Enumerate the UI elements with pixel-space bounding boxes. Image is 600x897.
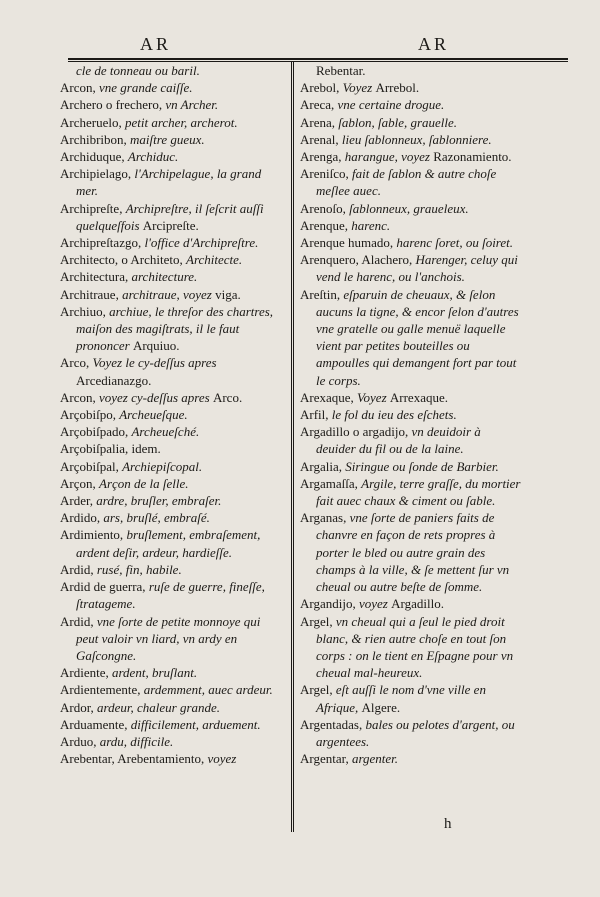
entry-headword: Arduamente, xyxy=(60,716,131,732)
dictionary-entry xyxy=(300,750,522,767)
entry-definition: bruſlement, embraſement, ardent deſir, ardeur, hardieſſe. xyxy=(76,527,261,560)
entry-headword: Argel, xyxy=(300,682,336,698)
entry-definition: Siringue ou ſonde de Barbier. xyxy=(345,458,499,474)
dictionary-entry xyxy=(60,526,282,560)
dictionary-entry xyxy=(60,613,282,665)
dictionary-entry xyxy=(300,62,522,79)
entry-headword: Argadillo o argadijo, xyxy=(300,424,412,440)
dictionary-entry xyxy=(300,389,522,406)
entry-definition: ſablonneux, graueleux. xyxy=(349,200,469,216)
entry-definition: voyez xyxy=(207,751,237,767)
entry-headword: Ardimiento, xyxy=(60,527,127,543)
dictionary-entry xyxy=(60,423,282,440)
entry-gloss: idem. xyxy=(131,441,161,457)
entry-headword: Archipreſtazgo, xyxy=(60,235,145,251)
entry-gloss: Arquiuo. xyxy=(132,338,180,354)
entry-gloss: Arco. xyxy=(212,389,243,405)
dictionary-entry xyxy=(60,234,282,251)
entry-definition: l'office d'Archipreſtre. xyxy=(144,235,259,251)
entry-headword: Arco, xyxy=(60,355,93,371)
entry-definition: Voyez xyxy=(342,80,376,96)
dictionary-entry xyxy=(60,251,282,268)
entry-gloss: Argadillo. xyxy=(391,596,444,612)
entry-gloss: Algere. xyxy=(361,699,401,715)
entry-headword: Arenque, xyxy=(300,217,352,233)
dictionary-entry xyxy=(60,303,282,355)
entry-headword: Ardientemente, xyxy=(60,682,144,698)
signature-mark: h xyxy=(444,816,452,832)
header-rule xyxy=(68,58,568,60)
dictionary-entry xyxy=(300,286,522,389)
dictionary-entry xyxy=(300,234,522,251)
entry-definition: ruſe de guerre, fineſſe, ſtratageme. xyxy=(76,579,265,612)
entry-definition: Voyez le cy-deſſus apres xyxy=(92,355,217,371)
dictionary-entry xyxy=(60,354,282,388)
entry-gloss: Razonamiento. xyxy=(433,149,512,165)
dictionary-entry xyxy=(60,509,282,526)
entry-headword: Arçobiſpado, xyxy=(60,424,132,440)
entry-headword: Arenal, xyxy=(300,131,342,147)
entry-definition: vne ſorte de paniers faits de chanvre en façon de rets propres à porter le bled ou autre grain des champs à la ville, & ſe mettent ſur vn cheual ou autre beſte de ſomme. xyxy=(316,510,510,595)
entry-definition: voyez xyxy=(358,596,392,612)
entry-definition: Archipreſtre, il ſeſcrit auſſi quelqueſfois xyxy=(76,200,264,233)
entry-headword: Arçobiſpo, xyxy=(60,407,120,423)
entry-definition: vne ſorte de petite monnoye qui peut valoir vn liard, vn ardy en Gaſcongne. xyxy=(76,613,261,663)
entry-definition: archiue, le threſor des chartres, maiſon des magiſtrats, il le faut prononcer xyxy=(76,303,274,354)
running-head-left: AR xyxy=(140,34,172,54)
entry-headword: Architectura, xyxy=(60,269,132,285)
entry-headword: Archibribon, xyxy=(60,131,131,147)
running-head-right: AR xyxy=(418,34,450,54)
entry-headword: Arfil, xyxy=(300,407,332,423)
entry-definition: rusé, fin, habile. xyxy=(96,561,182,577)
dictionary-entry xyxy=(300,475,522,509)
entry-definition: fait de ſablon & autre choſe meſlee auec. xyxy=(316,166,497,199)
entry-headword: Ardor, xyxy=(60,699,98,715)
dictionary-entry xyxy=(300,79,522,96)
entry-headword: Arenoſo, xyxy=(300,200,350,216)
entry-definition: lieu ſablonneux, ſablonniere. xyxy=(341,131,492,147)
entry-headword: Archero o frechero, xyxy=(60,97,166,113)
entry-headword: Arenquero, Alachero, xyxy=(300,252,416,268)
entry-gloss: Rebentar. xyxy=(316,63,366,78)
entry-headword: Archiduque, xyxy=(60,149,128,165)
dictionary-entry xyxy=(60,750,282,767)
entry-headword: Arebentar, Arebentamiento, xyxy=(60,751,208,767)
entry-definition: bales ou pelotes d'argent, ou argentees. xyxy=(316,716,515,749)
entry-headword: Archeruelo, xyxy=(60,114,125,130)
entry-headword: Architecto, o Architeto, xyxy=(60,252,186,268)
entry-headword: Arexaque, xyxy=(300,389,358,405)
dictionary-entry xyxy=(60,561,282,578)
entry-headword: Argalia, xyxy=(300,458,346,474)
entry-definition: Arçon de la ſelle. xyxy=(99,475,189,491)
entry-headword: Archipreſte, xyxy=(60,200,126,216)
dictionary-entry xyxy=(60,79,282,96)
entry-definition: ardeur, chaleur grande. xyxy=(97,699,221,715)
entry-headword: Arçobiſpal, xyxy=(60,458,123,474)
dictionary-entry xyxy=(60,578,282,612)
dictionary-entry xyxy=(300,613,522,682)
entry-headword: Arcon, xyxy=(60,80,99,96)
entry-headword: Archipielago, xyxy=(60,166,135,182)
entry-headword: Ardid, xyxy=(60,561,97,577)
entry-definition: harenc ſoret, ou ſoiret. xyxy=(396,235,514,251)
entry-definition: ardemment, auec ardeur. xyxy=(143,682,273,698)
entry-headword: Arebol, xyxy=(300,80,343,96)
entry-definition: maiſtre gueux. xyxy=(130,131,205,147)
entry-headword: Argandijo, xyxy=(300,596,359,612)
dictionary-entry xyxy=(60,286,282,303)
dictionary-entry xyxy=(60,114,282,131)
entry-definition: architraue, voyez xyxy=(122,286,216,302)
dictionary-entry xyxy=(60,716,282,733)
entry-headword: Ardid, xyxy=(60,613,97,629)
dictionary-entry xyxy=(300,406,522,423)
entry-definition: Voyez xyxy=(357,389,390,405)
dictionary-entry xyxy=(300,595,522,612)
dictionary-entry xyxy=(300,148,522,165)
entry-headword: Arçobiſpalia, xyxy=(60,441,132,457)
entry-headword: Architraue, xyxy=(60,286,123,302)
entry-definition: ardent, bruſlant. xyxy=(111,665,198,681)
entry-definition: eſt auſſi le nom d'vne ville en Afrique, xyxy=(316,682,486,715)
entry-definition: vn Archer. xyxy=(165,97,219,113)
entry-gloss: Arrebol. xyxy=(375,80,420,96)
entry-definition: harangue, voyez xyxy=(344,149,434,165)
dictionary-entry xyxy=(300,165,522,199)
entry-definition: ars, bruſlé, embraſé. xyxy=(103,510,210,526)
entry-headword: Arcon, xyxy=(60,389,99,405)
entry-gloss: Arcipreſte. xyxy=(142,217,199,233)
entry-definition: difficilement, arduement. xyxy=(130,716,261,732)
entry-definition: vne grande caiſſe. xyxy=(99,80,193,96)
entry-headword: Arduo, xyxy=(60,733,100,749)
entry-definition: ardre, bruſler, embraſer. xyxy=(96,493,222,509)
entry-definition: le fol du ieu des eſchets. xyxy=(331,407,457,423)
dictionary-entry xyxy=(300,423,522,457)
entry-definition: Archeueſque. xyxy=(119,407,188,423)
entry-definition: vne certaine drogue. xyxy=(337,97,445,113)
entry-definition: Architecte. xyxy=(186,252,243,268)
dictionary-entry xyxy=(300,217,522,234)
dictionary-entry xyxy=(60,165,282,199)
entry-definition: eſparuin de cheuaux, & ſelon aucuns la tigne, & encor ſelon d'autres vne gratelle ou galle menuë laquelle vient par petites bouteilles ou ampoulles qui demangent fort par tout le corps. xyxy=(316,286,519,388)
entry-headword: Argamaſſa, xyxy=(300,475,362,491)
entry-definition: ſablon, ſable, grauelle. xyxy=(338,114,458,130)
dictionary-entry xyxy=(60,389,282,406)
entry-definition: argenter. xyxy=(351,751,399,767)
entry-gloss: viga. xyxy=(215,286,241,302)
entry-headword: Arganas, xyxy=(300,510,350,526)
entry-headword: Ardido, xyxy=(60,510,104,526)
dictionary-entry xyxy=(60,492,282,509)
dictionary-entry xyxy=(60,458,282,475)
entry-headword: Archiuo, xyxy=(60,303,110,319)
entry-headword: Areca, xyxy=(300,97,338,113)
entry-definition: Harenger, celuy qui vend le harenc, ou l'anchois. xyxy=(316,252,518,285)
entry-definition: Argile, terre graſſe, du mortier fait auec chaux & ciment ou ſable. xyxy=(316,475,521,509)
right-column xyxy=(300,62,522,767)
dictionary-entry xyxy=(60,148,282,165)
dictionary-entry xyxy=(300,200,522,217)
entry-headword: Arenga, xyxy=(300,149,345,165)
entry-definition: vn deuidoir à deuider du fil ou de la laine. xyxy=(316,424,481,457)
entry-definition: ardu, difficile. xyxy=(99,733,174,749)
entry-definition: Archeueſché. xyxy=(131,424,200,440)
entry-definition: l'Archipelague, la grand mer. xyxy=(76,166,262,199)
entry-definition: vn cheual qui a ſeul le pied droit blanc, & rien autre choſe en tout ſon corps : on le tient en Eſpagne pour vn cheual mal-heureux. xyxy=(316,613,514,681)
entry-headword: Areſtin, xyxy=(300,286,344,302)
dictionary-entry xyxy=(300,509,522,595)
entry-definition: harenc. xyxy=(351,217,391,233)
entry-definition: Archiduc. xyxy=(127,149,179,165)
entry-definition: Archiepiſcopal. xyxy=(122,458,203,474)
entry-headword: Argentadas, xyxy=(300,716,366,732)
dictionary-entry xyxy=(60,96,282,113)
entry-definition: petit archer, archerot. xyxy=(124,114,238,130)
dictionary-entry xyxy=(300,114,522,131)
dictionary-entry xyxy=(60,733,282,750)
entry-definition: architecture. xyxy=(131,269,198,285)
dictionary-entry xyxy=(300,96,522,113)
entry-gloss: Arcedianazgo. xyxy=(76,372,152,388)
dictionary-entry xyxy=(300,681,522,715)
dictionary-entry xyxy=(60,440,282,457)
dictionary-entry xyxy=(300,251,522,285)
entry-headword: Arçon, xyxy=(60,475,99,491)
dictionary-entry xyxy=(60,406,282,423)
entry-headword: Arenque humado, xyxy=(300,235,397,251)
left-column xyxy=(60,62,282,767)
entry-headword: Arder, xyxy=(60,493,97,509)
dictionary-entry xyxy=(60,681,282,698)
entry-headword: Arena, xyxy=(300,114,339,130)
dictionary-entry xyxy=(60,131,282,148)
column-divider xyxy=(291,62,294,832)
dictionary-entry xyxy=(60,664,282,681)
dictionary-entry xyxy=(300,131,522,148)
entry-headword: Argentar, xyxy=(300,751,352,767)
dictionary-entry xyxy=(60,475,282,492)
entry-definition: cle de tonneau ou baril. xyxy=(76,63,200,78)
dictionary-entry xyxy=(60,268,282,285)
dictionary-entry xyxy=(60,62,282,79)
entry-headword: Argel, xyxy=(300,613,336,629)
dictionary-entry xyxy=(60,699,282,716)
dictionary-entry xyxy=(60,200,282,234)
dictionary-entry xyxy=(300,716,522,750)
entry-headword: Ardid de guerra, xyxy=(60,579,149,595)
entry-definition: voyez cy-deſſus apres xyxy=(99,389,213,405)
dictionary-entry xyxy=(300,458,522,475)
entry-gloss: Arrexaque. xyxy=(389,389,448,405)
entry-headword: Ardiente, xyxy=(60,665,112,681)
entry-headword: Areniſco, xyxy=(300,166,352,182)
